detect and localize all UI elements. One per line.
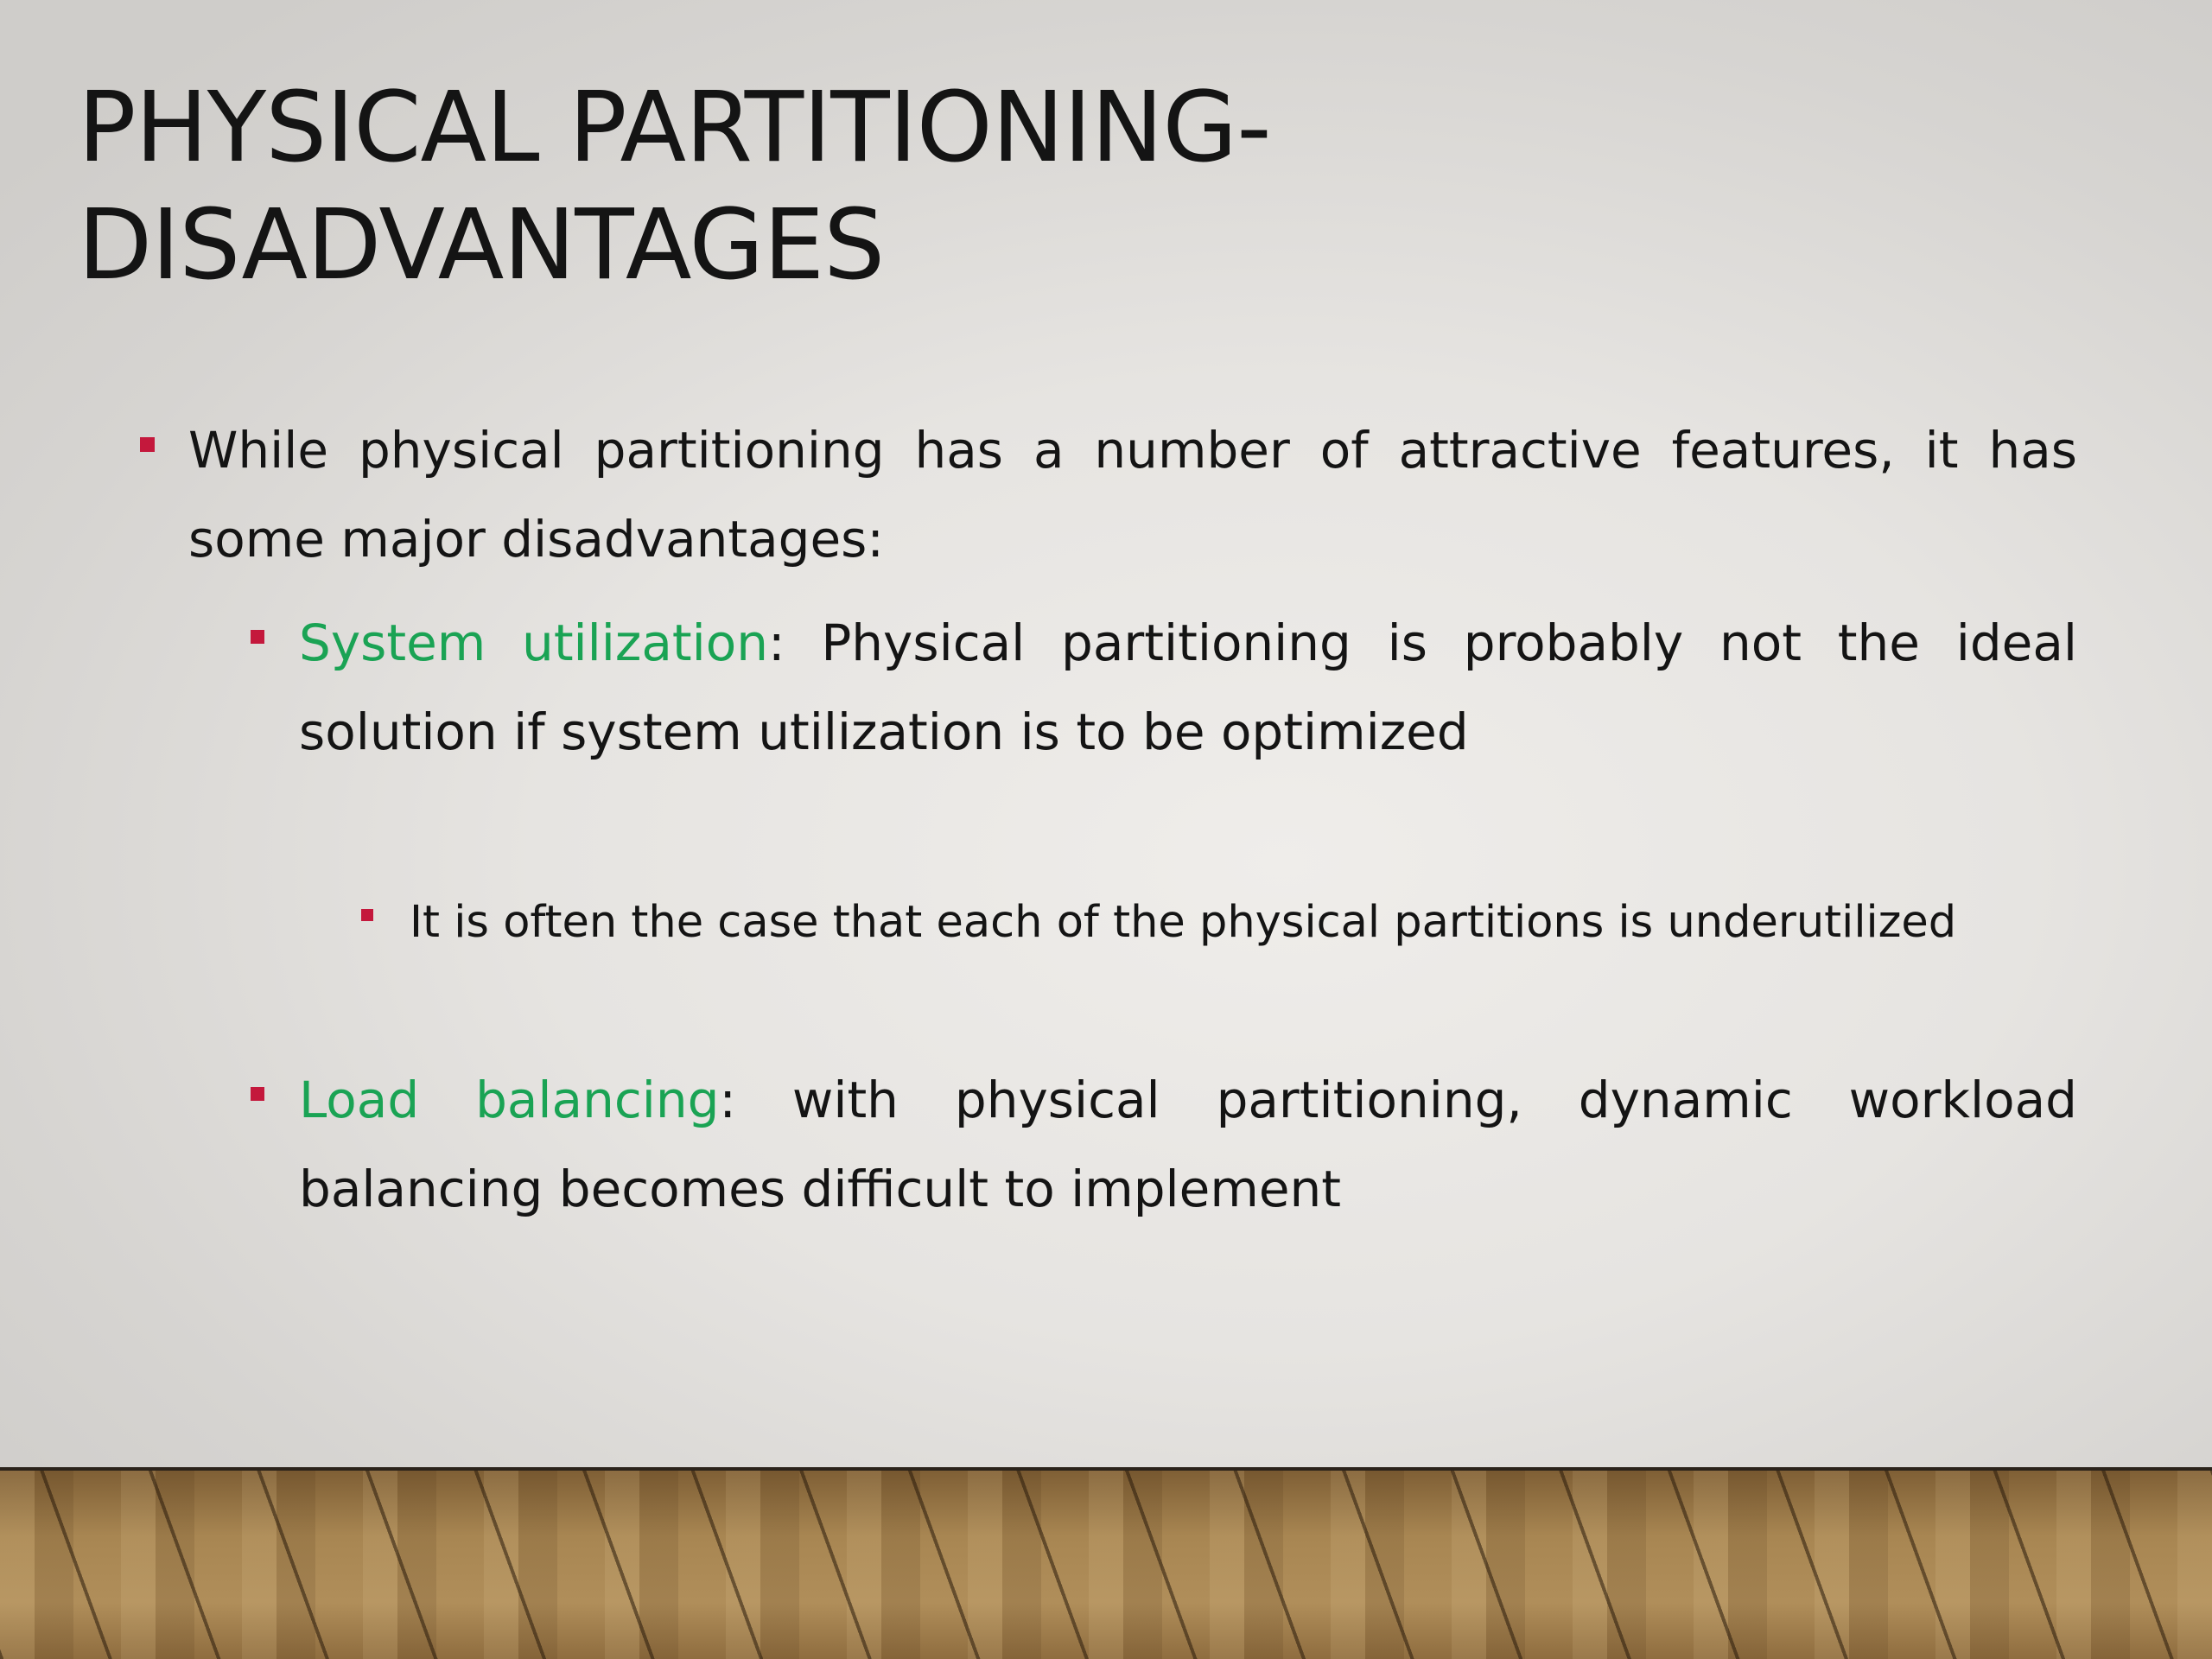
bullet-marker-icon bbox=[251, 1087, 264, 1101]
title-line-2: DISADVANTAGES bbox=[78, 189, 885, 302]
bullet-intro-text: While physical partitioning has a number of attractive features, it has some major disadvantages: bbox=[188, 421, 2077, 569]
system-utilization-text: : Physical partitioning is probably not the ideal solution if system utilization is to be optimized bbox=[299, 613, 2077, 761]
bullet-intro bbox=[188, 406, 2077, 584]
bullet-underutilized bbox=[410, 883, 2077, 962]
load-balancing-term: Load balancing bbox=[299, 1071, 720, 1129]
system-utilization-term: System utilization bbox=[299, 613, 768, 672]
bullet-system-utilization bbox=[299, 599, 2077, 777]
slide-title bbox=[78, 69, 1979, 304]
bullet-underutilized-text: It is often the case that each of the physical partitions is underutilized bbox=[410, 897, 1957, 948]
title-line-1: PHYSICAL PARTITIONING- bbox=[78, 72, 1271, 184]
bullet-marker-icon bbox=[361, 909, 373, 921]
bullet-marker-icon bbox=[140, 437, 155, 452]
load-balancing-text: : with physical partitioning, dynamic workload balancing becomes difficult to implement bbox=[299, 1071, 2077, 1218]
wooden-floor-decoration bbox=[0, 1471, 2212, 1659]
bullet-load-balancing bbox=[299, 1056, 2077, 1234]
bullet-marker-icon bbox=[251, 630, 264, 644]
